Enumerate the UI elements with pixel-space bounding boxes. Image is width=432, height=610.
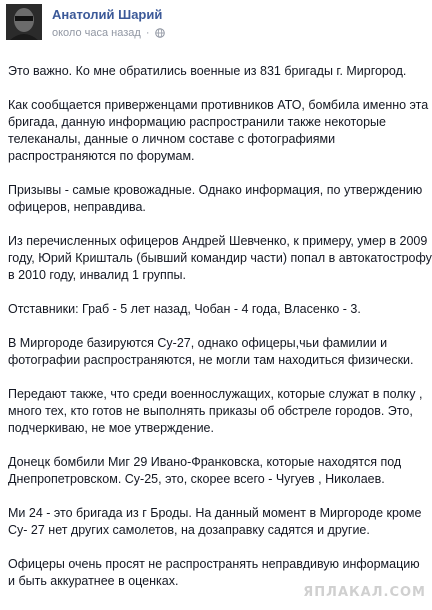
post-line: Офицеры очень просят не распространять неправдивую информацию <box>8 557 420 571</box>
post-paragraph <box>8 454 430 488</box>
post-paragraph <box>8 233 430 284</box>
post-line: Донецк бомбили Миг 29 Ивано-Франковска, которые находятся под <box>8 455 402 469</box>
post-line: в 2010 году, инвалид 1 группы. <box>8 268 187 282</box>
post-line: году, Юрий Кришталь (бывший командир части) попал в автокатострофу <box>8 251 432 265</box>
post-line: распространяются по форумам. <box>8 149 195 163</box>
globe-icon[interactable] <box>155 28 165 38</box>
post-line: В Миргороде базируются Су-27, однако офицеры,чьи фамилии и <box>8 336 388 350</box>
post-line: бригада, данную информацию распространили также некоторые <box>8 115 386 129</box>
post-line: Днепропетровском. Су-25, это, скорее всего - Чугуев , Николаев. <box>8 472 385 486</box>
post-line: Ми 24 - это бригада из г Броды. На данный момент в Миргороде кроме <box>8 506 422 520</box>
post-line: Су- 27 нет других самолетов, на дозаправку садятся и другие. <box>8 523 370 537</box>
post-header <box>0 0 432 50</box>
post-line: Из перечисленных офицеров Андрей Шевченко, к примеру, умер в 2009 <box>8 234 428 248</box>
post-paragraph <box>8 182 430 216</box>
post-line: и быть аккуратнее в оценках. <box>8 574 179 588</box>
post-line: Передают также, что среди военнослужащих, которые служат в полку , <box>8 387 423 401</box>
post-timestamp[interactable]: около часа назад <box>52 27 141 39</box>
post-line: Как сообщается приверженцами противников АТО, бомбила именно эта <box>8 98 429 112</box>
post-paragraph <box>8 335 430 369</box>
post-paragraph <box>8 505 430 539</box>
watermark-logo: ЯПЛАКАЛ.COM <box>303 585 426 600</box>
post-paragraph <box>8 386 430 437</box>
post-body <box>8 63 430 607</box>
post-meta <box>52 27 165 39</box>
post-line: Призывы - самые кровожадные. Однако информация, по утверждению <box>8 183 423 197</box>
post-paragraph <box>8 97 430 165</box>
separator-dot: · <box>145 27 150 39</box>
post-line: Это важно. Ко мне обратились военные из 831 бригады г. Миргород. <box>8 64 407 78</box>
post-paragraph <box>8 63 430 80</box>
post-line: много тех, кто готов не выполнять приказы об обстреле городов. Это, <box>8 404 413 418</box>
post-line: фотографии распространяются, не могли там находиться физически. <box>8 353 414 367</box>
post-line: Отставники: Граб - 5 лет назад, Чобан - 4 года, Власенко - 3. <box>8 302 361 316</box>
post-line: телеканалы, данные о личном составе с фотографиями <box>8 132 336 146</box>
post-paragraph <box>8 301 430 318</box>
post-line: подчеркиваю, не мое утверждение. <box>8 421 214 435</box>
post-line: офицеров, неправдива. <box>8 200 146 214</box>
avatar[interactable] <box>6 4 42 40</box>
author-name[interactable]: Анатолий Шарий <box>52 7 163 22</box>
